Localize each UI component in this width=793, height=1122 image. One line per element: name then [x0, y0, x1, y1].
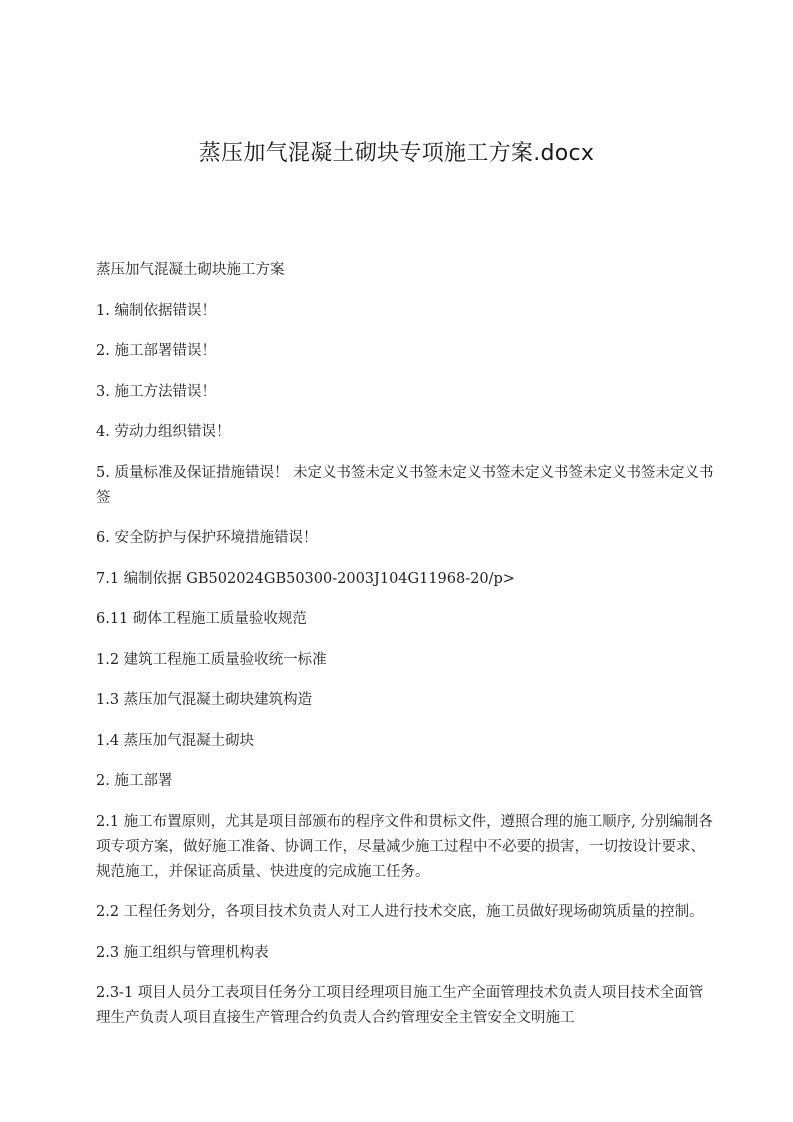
paragraph-2-1: 2.1 施工布置原则，尤其是项目部颁布的程序文件和贯标文件，遵照合理的施工顺序, 分别编制各项专项方案，做好施工准备、协调工作，尽量减少施工过程中不必要的损害，一切按设计要求、规范施工，并保证高质量、快进度的完成施工任务。	[96, 813, 713, 880]
paragraph-2-3-1: 2.3-1 项目人员分工表项目任务分工项目经理项目施工生产全面管理技术负责人项目技术全面管理生产负责人项目直接生产管理合约负责人合约管理安全主管安全文明施工	[96, 985, 704, 1026]
paragraph-standard-3: 1.3 蒸压加气混凝土砌块建筑构造	[96, 692, 313, 708]
paragraph-toc-3: 3. 施工方法错误！	[96, 383, 216, 400]
paragraph-toc-4: 4. 劳动力组织错误！	[96, 424, 231, 440]
document-body	[96, 258, 716, 1047]
paragraph-2-3: 2.3 施工组织与管理机构表	[96, 944, 269, 961]
paragraph-standard-2: 1.2 建筑工程施工质量验收统一标准	[96, 651, 327, 668]
paragraph-heading: 蒸压加气混凝土砌块施工方案	[96, 262, 285, 278]
paragraph-2-2: 2.2 工程任务划分，各项目技术负责人对工人进行技术交底，施工员做好现场砌筑质量的控制。	[96, 904, 704, 920]
paragraph-toc-6: 6. 安全防护与保护环境措施错误！	[96, 530, 318, 546]
paragraph-toc-2: 2. 施工部署错误！	[96, 343, 216, 359]
paragraph-basis: 7.1 编制依据 GB502024GB50300-2003J104G11968-20/p>	[96, 570, 515, 587]
paragraph-standard-4: 1.4 蒸压加气混凝土砌块	[96, 732, 255, 749]
document-title: 蒸压加气混凝土砌块专项施工方案.docx	[198, 141, 595, 166]
paragraph-standard-1: 6.11 砌体工程施工质量验收规范	[96, 611, 307, 627]
paragraph-toc-1: 1. 编制依据错误！	[96, 302, 216, 319]
paragraph-section-2: 2. 施工部署	[96, 773, 173, 789]
paragraph-toc-5: 5. 质量标准及保证措施错误！ 未定义书签未定义书签未定义书签未定义书签未定义书签未定义书签	[96, 464, 714, 506]
